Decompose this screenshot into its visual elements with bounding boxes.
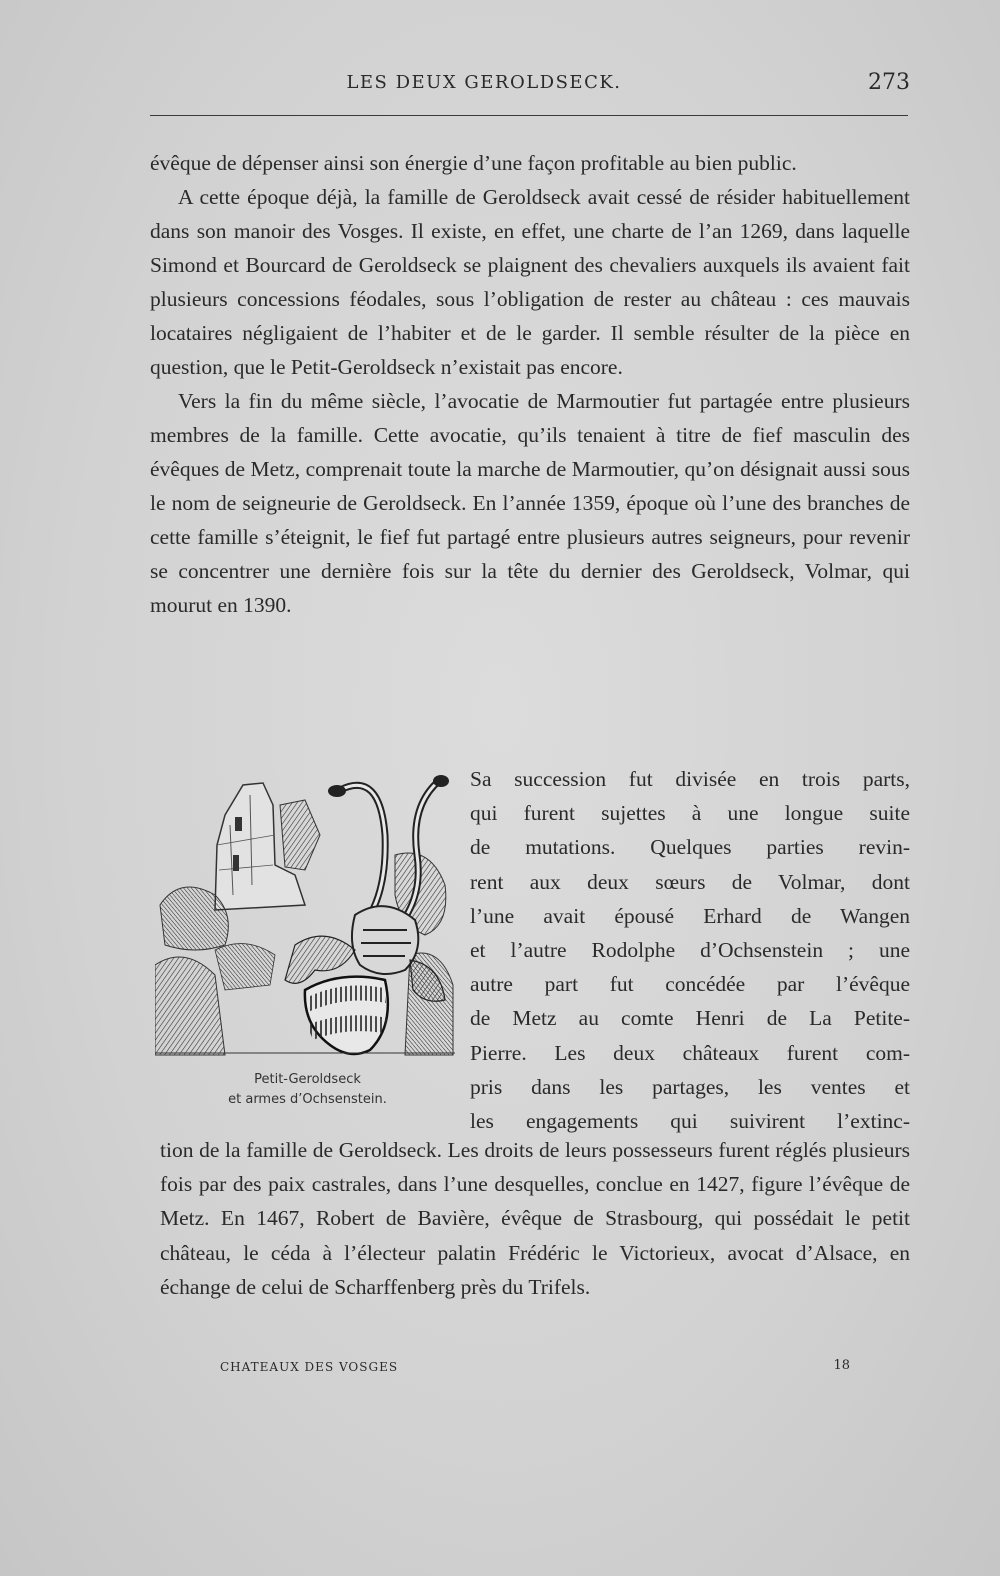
- paragraph-4-continuation: tion de la famille de Geroldseck. Les droits de leurs possesseurs furent réglés plusieurs fois par des paix castrales, dans l’une desquelles, conclue en 1427, figure l’évêque de Metz. En 1467, Robert de Bavière, évêque de Strasbourg, qui possédait le petit château, le céda à l’électeur palatin Frédéric le Victorieux, avocat d’Alsace, en échange de celui de Scharffenberg près du Trifels.: [160, 1138, 910, 1299]
- header-rule: [150, 115, 908, 116]
- text-line: Pierre. Les deux châteaux furent com-: [470, 1040, 910, 1065]
- text-line: et l’autre Rodolphe d’Ochsenstein ; une: [470, 938, 910, 963]
- text-line: de Metz au comte Henri de La Petite-: [470, 1006, 910, 1031]
- engraving-illustration: [155, 775, 455, 1060]
- paragraph-2: A cette époque déjà, la famille de Geroldseck avait cessé de résider habituellement dans son manoir des Vosges. Il existe, en effet, une charte de l’an 1269, dans laquelle Simond et Bourcard de Geroldseck se plaignent des chevaliers auxquels ils avaient fait plusieurs concessions féodales, sous l’obligation de rester au château : ces mauvais locataires négligaient de l’habiter et de le garder. Il semble résulter de la pièce en question, que le Petit-Geroldseck n’existait pas encore.: [150, 185, 910, 379]
- signature-number: 18: [833, 1358, 850, 1373]
- figure-caption: [175, 1070, 440, 1110]
- castle-and-coat-of-arms-engraving: [155, 775, 455, 1060]
- text-line: qui furent sujettes à une longue suite: [470, 801, 910, 826]
- caption-line-1: Petit-Geroldseck: [254, 1072, 361, 1087]
- page-number: 273: [868, 70, 910, 95]
- text-line: autre part fut concédée par l’évêque: [470, 972, 910, 997]
- main-text-bottom: [160, 1133, 910, 1304]
- text-line: rent aux deux sœurs de Volmar, dont: [470, 869, 910, 894]
- paragraph-1: évêque de dépenser ainsi son énergie d’une façon profitable au bien public.: [150, 151, 797, 175]
- main-text-top: [150, 146, 910, 622]
- signature-title: CHATEAUX DES VOSGES: [220, 1360, 399, 1374]
- text-line: les engagements qui suivirent l’extinc-: [470, 1109, 910, 1134]
- text-line: l’une avait épousé Erhard de Wangen: [470, 903, 910, 928]
- text-line: de mutations. Quelques parties revin-: [470, 835, 910, 860]
- caption-line-2: et armes d’Ochsenstein.: [228, 1092, 387, 1107]
- text-line: pris dans les partages, les ventes et: [470, 1074, 910, 1099]
- running-title: LES DEUX GEROLDSECK.: [346, 72, 622, 93]
- printer-signature: [220, 1358, 850, 1380]
- text-line: Sa succession fut divisée en trois parts,: [470, 767, 910, 791]
- paragraph-3: Vers la fin du même siècle, l’avocatie de Marmoutier fut partagée entre plusieurs membres de la famille. Cette avocatie, qu’ils tenaient à titre de fief masculin des évêques de Metz, comprenait toute la marche de Marmoutier, qu’on désignait aussi sous le nom de seigneurie de Geroldseck. En l’année 1359, époque où l’une des branches de cette famille s’éteignit, le fief fut partagé entre plusieurs autres seigneurs, pour revenir se concentrer une dernière fois sur la tête du dernier des Geroldseck, Volmar, qui mourut en 1390.: [150, 389, 910, 617]
- text-beside-figure: [470, 762, 910, 1138]
- running-head: [148, 70, 910, 100]
